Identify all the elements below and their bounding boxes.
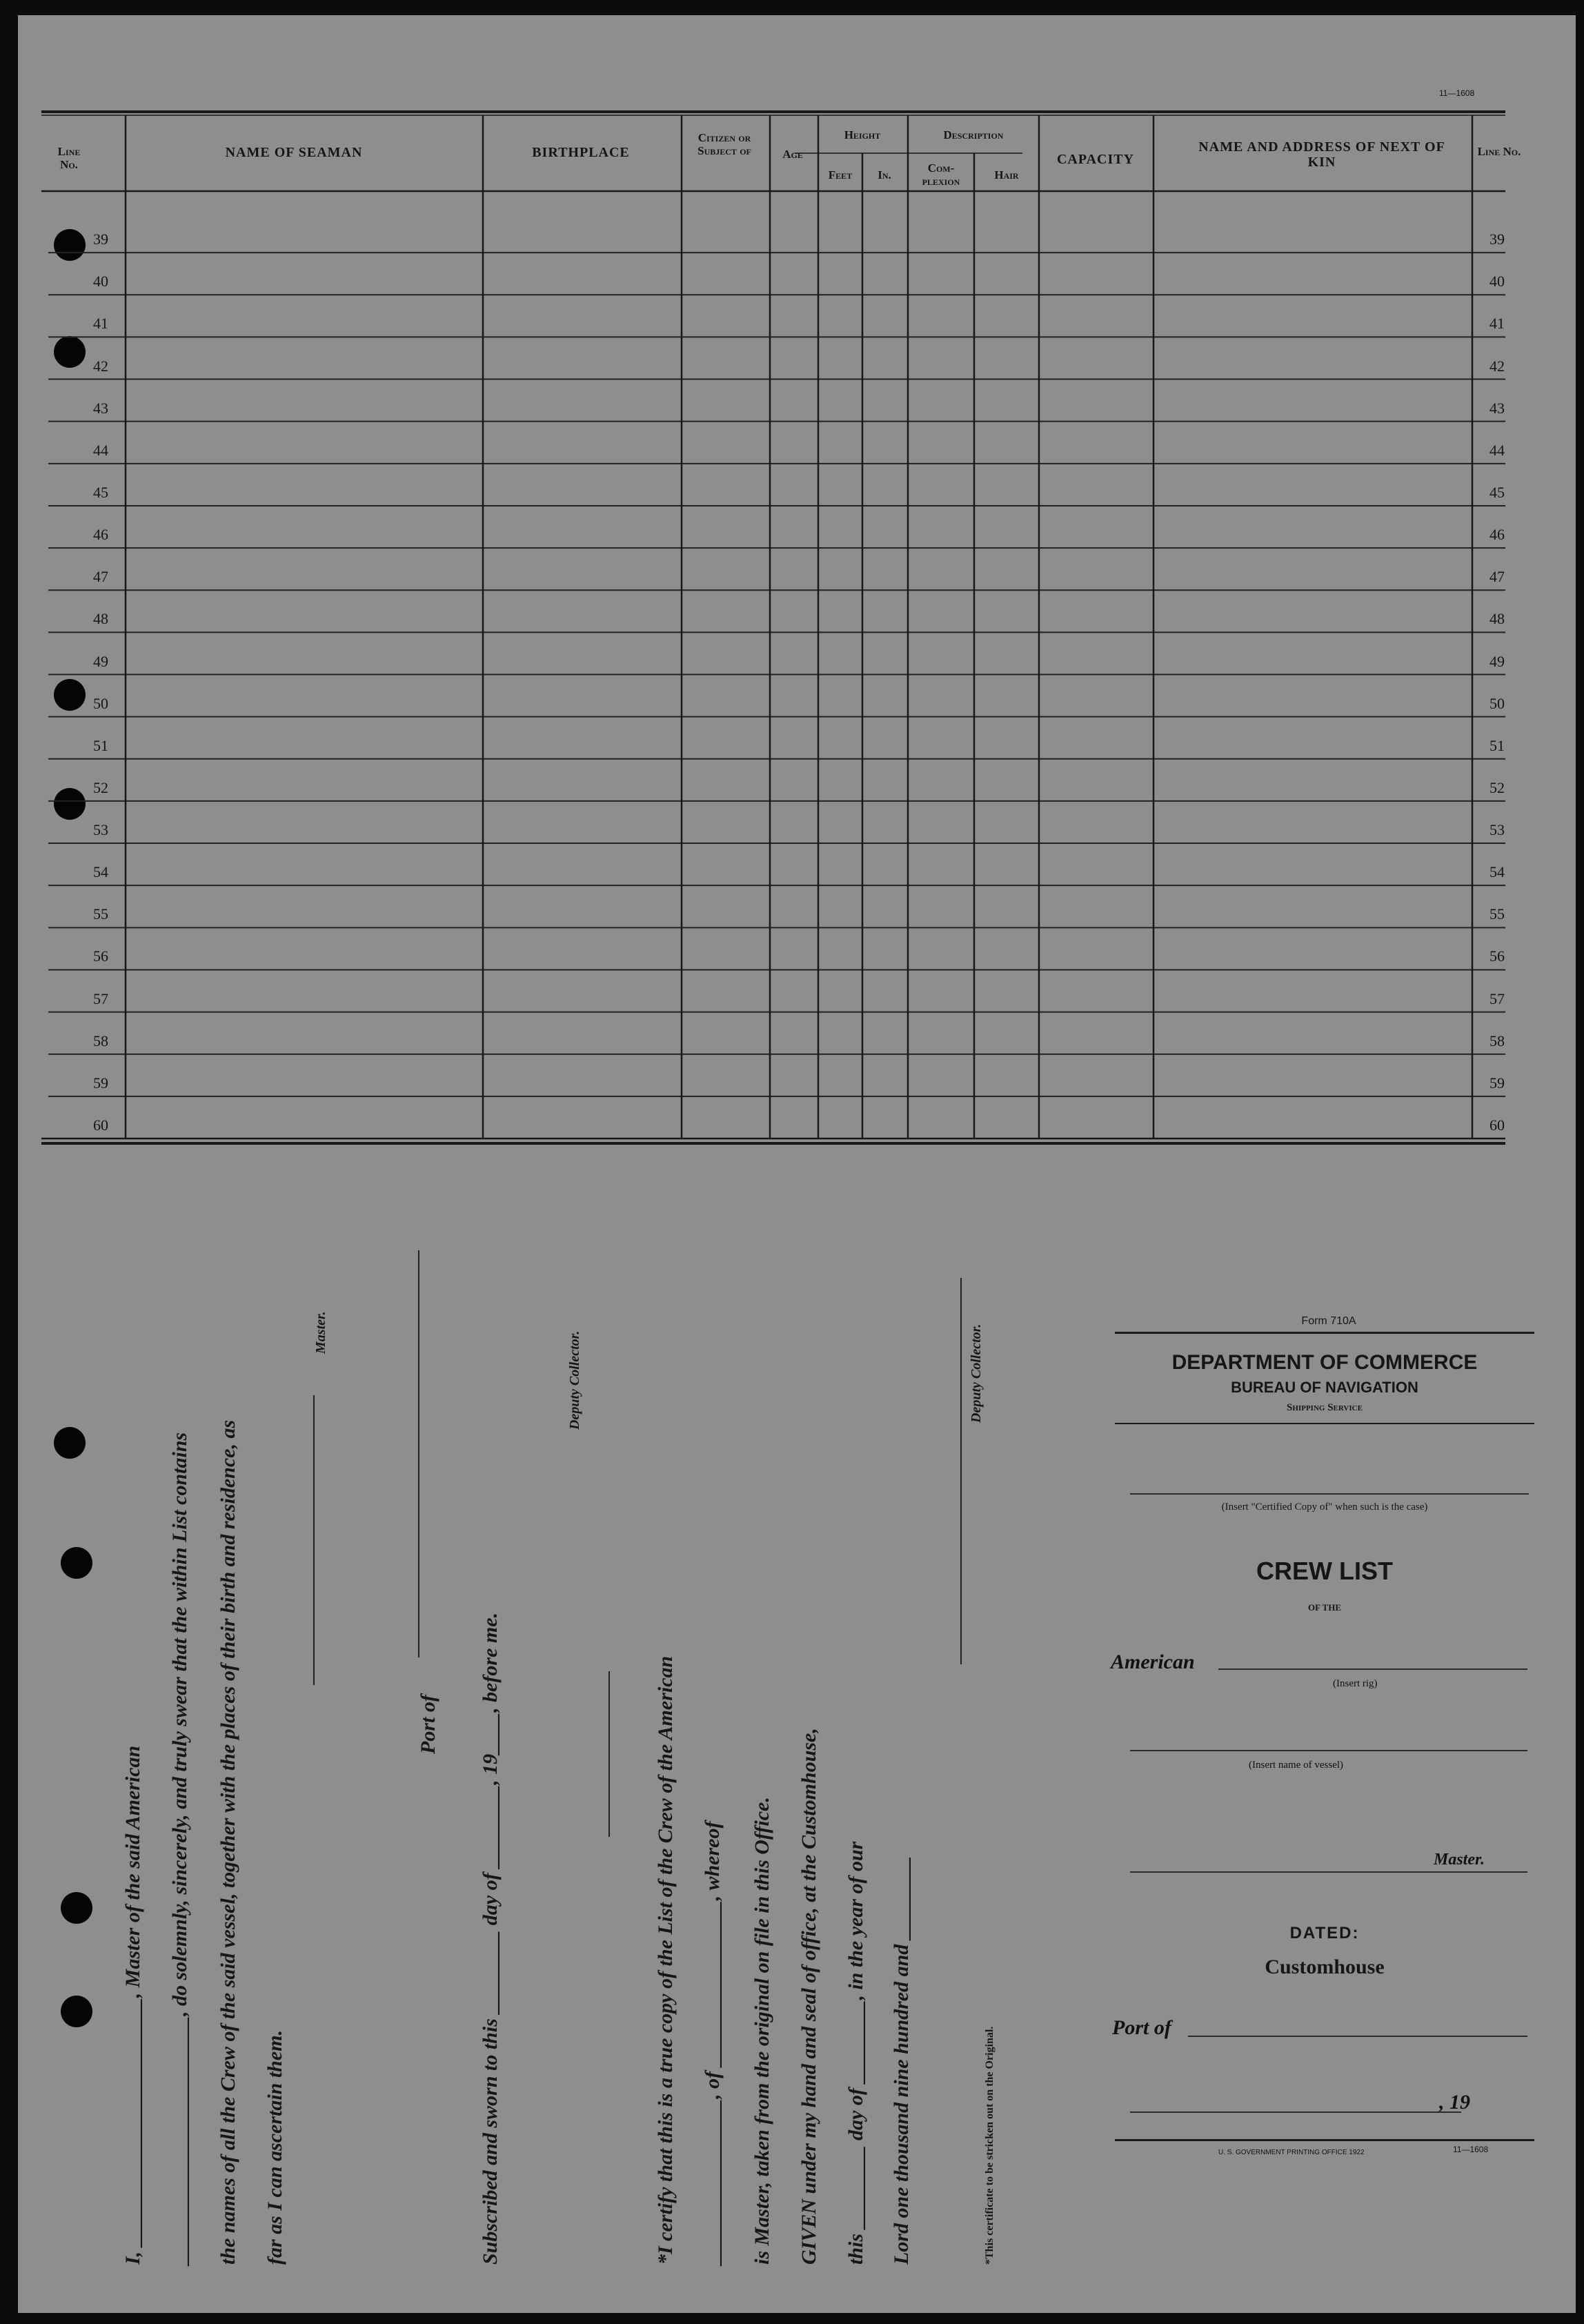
header-feet: Feet [828, 168, 853, 181]
form-code-top: 11—1608 [1439, 88, 1475, 98]
oath-line-4: far as I can ascertain them. [264, 2029, 286, 2265]
line-number-right: 39 [1489, 230, 1505, 248]
cover-bottom-rule [1115, 2139, 1534, 2141]
header-inches: In. [878, 168, 891, 181]
cover-rule-2 [1115, 1423, 1534, 1424]
line-number-right: 60 [1489, 1116, 1505, 1134]
cover-american-label: American [1111, 1651, 1195, 1673]
cover-dated: DATED: [1289, 1924, 1360, 1942]
cover-master-line [1130, 1871, 1527, 1873]
oath-line-2: ________________________, do solemnly, sincerely, and truly swear that the within List contains [168, 1432, 191, 2265]
cover-form-number: Form 710A [1301, 1315, 1356, 1327]
line-number-right: 54 [1489, 863, 1505, 881]
cover-printing-office: U. S. GOVERNMENT PRINTING OFFICE 1922 [1218, 2149, 1365, 2156]
line-number: 54 [93, 863, 108, 881]
line-number: 42 [93, 357, 108, 375]
line-number-right: 56 [1489, 947, 1505, 965]
line-number: 51 [93, 736, 108, 754]
header-next-of-kin: NAME AND ADDRESS OF NEXT OF KIN [1198, 139, 1445, 170]
line-number-right: 55 [1489, 905, 1505, 923]
oath-deputy-collector: Deputy Collector. [567, 1330, 582, 1430]
line-number-right: 50 [1489, 694, 1505, 712]
header-birthplace: BIRTHPLACE [532, 145, 630, 160]
oath-line-3: the names of all the Crew of the said vessel, together with the places of their birth and residence, as [217, 1419, 239, 2265]
oath-port-line [418, 1250, 419, 1657]
cover-title: CREW LIST [1256, 1557, 1393, 1585]
line-number: 45 [93, 483, 108, 501]
oath-port-of: Port of [417, 1695, 439, 1754]
certificate-line-4: GIVEN under my hand and seal of office, at the Customhouse, [798, 1728, 820, 2265]
cover-customhouse: Customhouse [1265, 1956, 1385, 1978]
line-number: 58 [93, 1032, 108, 1050]
header-citizen: Citizen or Subject of [697, 131, 751, 157]
line-number: 44 [93, 441, 108, 459]
line-number-right: 49 [1489, 652, 1505, 670]
certificate-deputy-signature-line [960, 1278, 962, 1664]
crew-table [18, 15, 1576, 1188]
line-number-right: 47 [1489, 568, 1505, 586]
header-line-no: Line No. [57, 145, 81, 171]
cover-certified-note: (Insert "Certified Copy of" when such is the case) [1221, 1501, 1428, 1513]
cover-of-the: OF THE [1307, 1602, 1342, 1613]
oath-master-label: Master. [313, 1311, 328, 1354]
header-capacity: CAPACITY [1056, 152, 1135, 167]
line-number: 48 [93, 610, 108, 628]
cover-insert-name: (Insert name of vessel) [1249, 1760, 1344, 1771]
punch-hole [61, 1892, 92, 1924]
line-number-right: 51 [1489, 736, 1505, 754]
line-number-right: 58 [1489, 1032, 1505, 1050]
line-number: 57 [93, 989, 108, 1007]
cover-year: , 19 [1439, 2091, 1470, 2114]
punch-hole [54, 1427, 86, 1459]
cover-certified-line [1130, 1493, 1529, 1495]
certificate-line-5: this ________ day of ________, in the year of our [844, 1841, 867, 2265]
cover-rig-line [1218, 1668, 1527, 1670]
cover-form-code: 11—1608 [1453, 2145, 1489, 2154]
line-number-right: 43 [1489, 399, 1505, 417]
header-description: Description [943, 128, 1004, 141]
line-number-right: 59 [1489, 1074, 1505, 1092]
line-number: 50 [93, 694, 108, 712]
cover-bureau: BUREAU OF NAVIGATION [1231, 1379, 1418, 1396]
line-number: 52 [93, 778, 108, 796]
certificate-line-2: ________________, of ________________, whereof [701, 1821, 724, 2265]
line-number: 56 [93, 947, 108, 965]
line-number-right: 57 [1489, 989, 1505, 1007]
header-hair: Hair [994, 168, 1019, 181]
header-name-of-seaman: NAME OF SEAMAN [225, 145, 363, 160]
line-number-right: 46 [1489, 526, 1505, 544]
line-number: 60 [93, 1116, 108, 1134]
line-number: 53 [93, 821, 108, 839]
header-line-no-right: Line No. [1477, 145, 1521, 158]
line-number: 47 [93, 568, 108, 586]
line-number: 41 [93, 315, 108, 333]
line-number-right: 40 [1489, 273, 1505, 290]
cover-service: Shipping Service [1287, 1402, 1363, 1413]
line-number: 40 [93, 273, 108, 290]
cover-vessel-line [1130, 1750, 1527, 1751]
cover-port-of: Port of [1112, 2016, 1171, 2039]
line-number-right: 52 [1489, 778, 1505, 796]
certificate-deputy-collector: Deputy Collector. [969, 1323, 984, 1423]
line-number-right: 53 [1489, 821, 1505, 839]
cover-date-line [1130, 2111, 1461, 2113]
line-number-right: 45 [1489, 483, 1505, 501]
line-number-right: 42 [1489, 357, 1505, 375]
line-number: 46 [93, 526, 108, 544]
certificate-line-1: *I certify that this is a true copy of the List of the Crew of the American [654, 1655, 677, 2265]
oath-deputy-signature-line [608, 1671, 610, 1837]
oath-subscribed: Subscribed and sworn to this ________ day of ________, 19____, before me. [479, 1612, 502, 2265]
oath-line-1: I, ________________________, Master of the said American [121, 1745, 144, 2265]
header-age: Age [782, 148, 803, 161]
certificate-footnote: *This certificate to be stricken out on the Original. [984, 2026, 996, 2265]
form-page [18, 15, 1576, 2313]
line-number: 55 [93, 905, 108, 923]
line-number-right: 48 [1489, 610, 1505, 628]
line-number: 49 [93, 652, 108, 670]
cover-port-line [1188, 2036, 1527, 2037]
certificate-line-6: Lord one thousand nine hundred and ________ [890, 1856, 913, 2265]
cover-master: Master. [1434, 1851, 1485, 1869]
header-height: Height [844, 128, 881, 141]
certificate-line-3: is Master, taken from the original on file in this Office. [751, 1797, 773, 2265]
cover-department: DEPARTMENT OF COMMERCE [1171, 1351, 1478, 1374]
line-number-right: 44 [1489, 441, 1505, 459]
cover-top-rule [1115, 1332, 1534, 1334]
cover-insert-rig: (Insert rig) [1333, 1678, 1378, 1689]
crew-table-grid [18, 15, 1576, 1188]
line-number-right: 41 [1489, 315, 1505, 333]
line-number: 59 [93, 1074, 108, 1092]
header-complexion: Com- plexion [922, 161, 960, 188]
line-number: 43 [93, 399, 108, 417]
punch-hole [61, 1996, 92, 2027]
line-number: 39 [93, 230, 108, 248]
oath-master-signature-line [313, 1395, 315, 1685]
punch-hole [61, 1547, 92, 1579]
